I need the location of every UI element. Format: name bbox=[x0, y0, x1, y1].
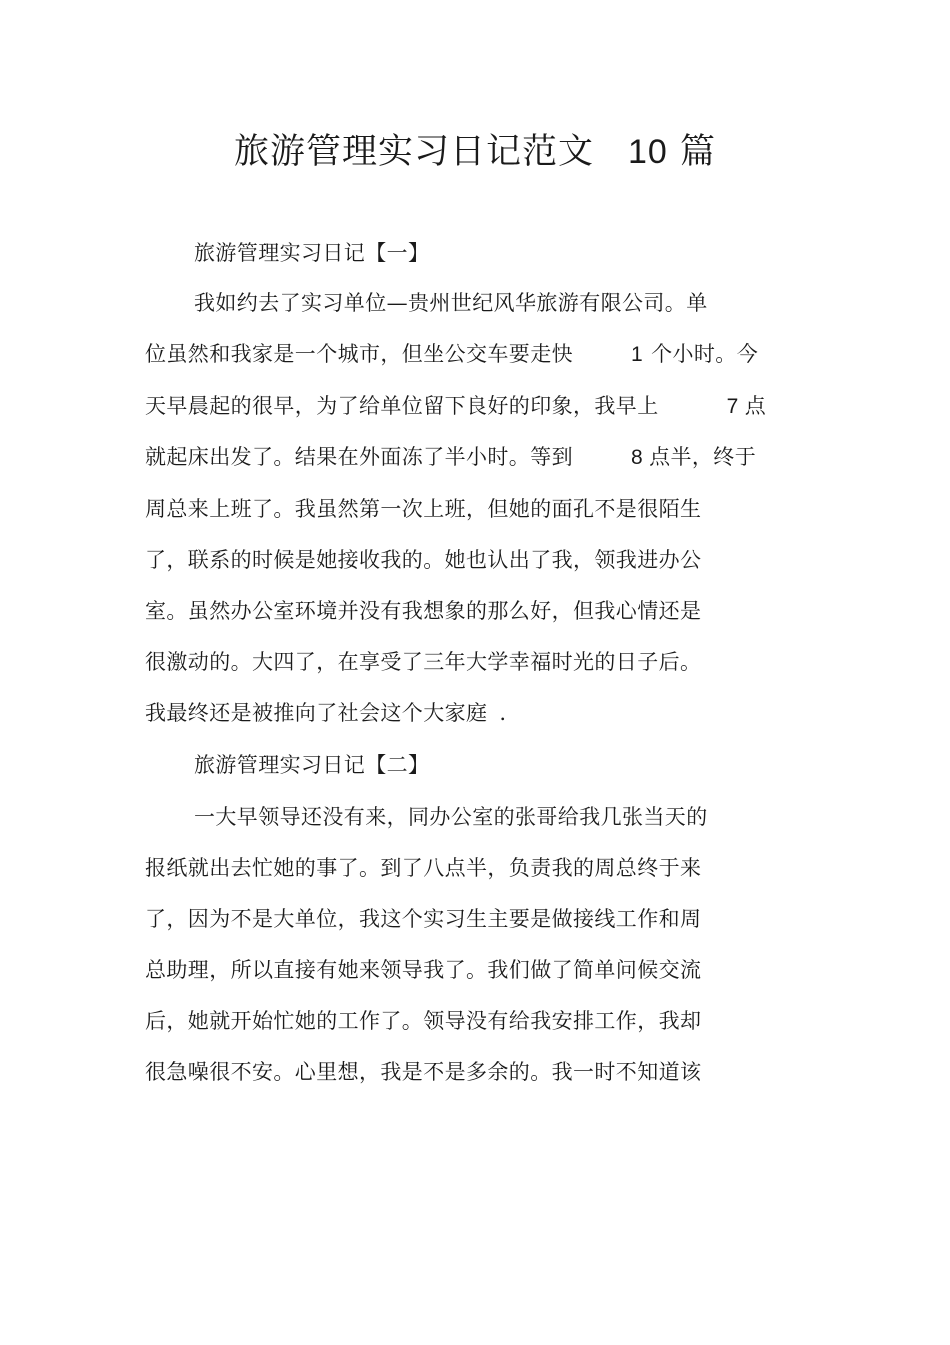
paragraph-line: 一大早领导还没有来，同办公室的张哥给我几张当天的 bbox=[194, 805, 708, 829]
paragraph-line: 我如约去了实习单位—贵州世纪风华旅游有限公司。单 bbox=[194, 291, 708, 315]
paragraph-line: 了，因为不是大单位，我这个实习生主要是做接线工作和周 bbox=[145, 907, 702, 931]
title-suffix: 篇 bbox=[679, 132, 716, 172]
document-title bbox=[0, 128, 950, 176]
paragraph-line: 了，联系的时候是她接收我的。她也认出了我，领我进办公 bbox=[145, 548, 702, 572]
title-number: 10 bbox=[628, 133, 668, 171]
paragraph-line: 总助理，所以直接有她来领导我了。我们做了简单问候交流 bbox=[145, 958, 702, 982]
paragraph-line: 报纸就出去忙她的事了。到了八点半，负责我的周总终于来 bbox=[145, 856, 702, 880]
paragraph-line: 位虽然和我家是一个城市，但坐公交车要走快 1 个小时。今 bbox=[145, 342, 759, 366]
paragraph-line: 我最终还是被推向了社会这个大家庭 . bbox=[145, 701, 507, 725]
paragraph-line: 周总来上班了。我虽然第一次上班，但她的面孔不是很陌生 bbox=[145, 497, 702, 521]
paragraph-line: 就起床出发了。结果在外面冻了半小时。等到 8 点半，终于 bbox=[145, 445, 757, 469]
section2-heading: 旅游管理实习日记【二】 bbox=[194, 753, 430, 777]
section1-heading: 旅游管理实习日记【一】 bbox=[194, 241, 430, 265]
paragraph-line: 室。虽然办公室环境并没有我想象的那么好，但我心情还是 bbox=[145, 599, 702, 623]
paragraph-line: 很激动的。大四了，在享受了三年大学幸福时光的日子后。 bbox=[145, 650, 702, 674]
paragraph-line: 后，她就开始忙她的工作了。领导没有给我安排工作，我却 bbox=[145, 1009, 702, 1033]
paragraph-line: 很急噪很不安。心里想，我是不是多余的。我一时不知道该 bbox=[145, 1060, 702, 1084]
title-text: 旅游管理实习日记范文 bbox=[234, 132, 595, 172]
paragraph-line: 天早晨起的很早，为了给单位留下良好的印象，我早上 7 点 bbox=[145, 394, 767, 418]
